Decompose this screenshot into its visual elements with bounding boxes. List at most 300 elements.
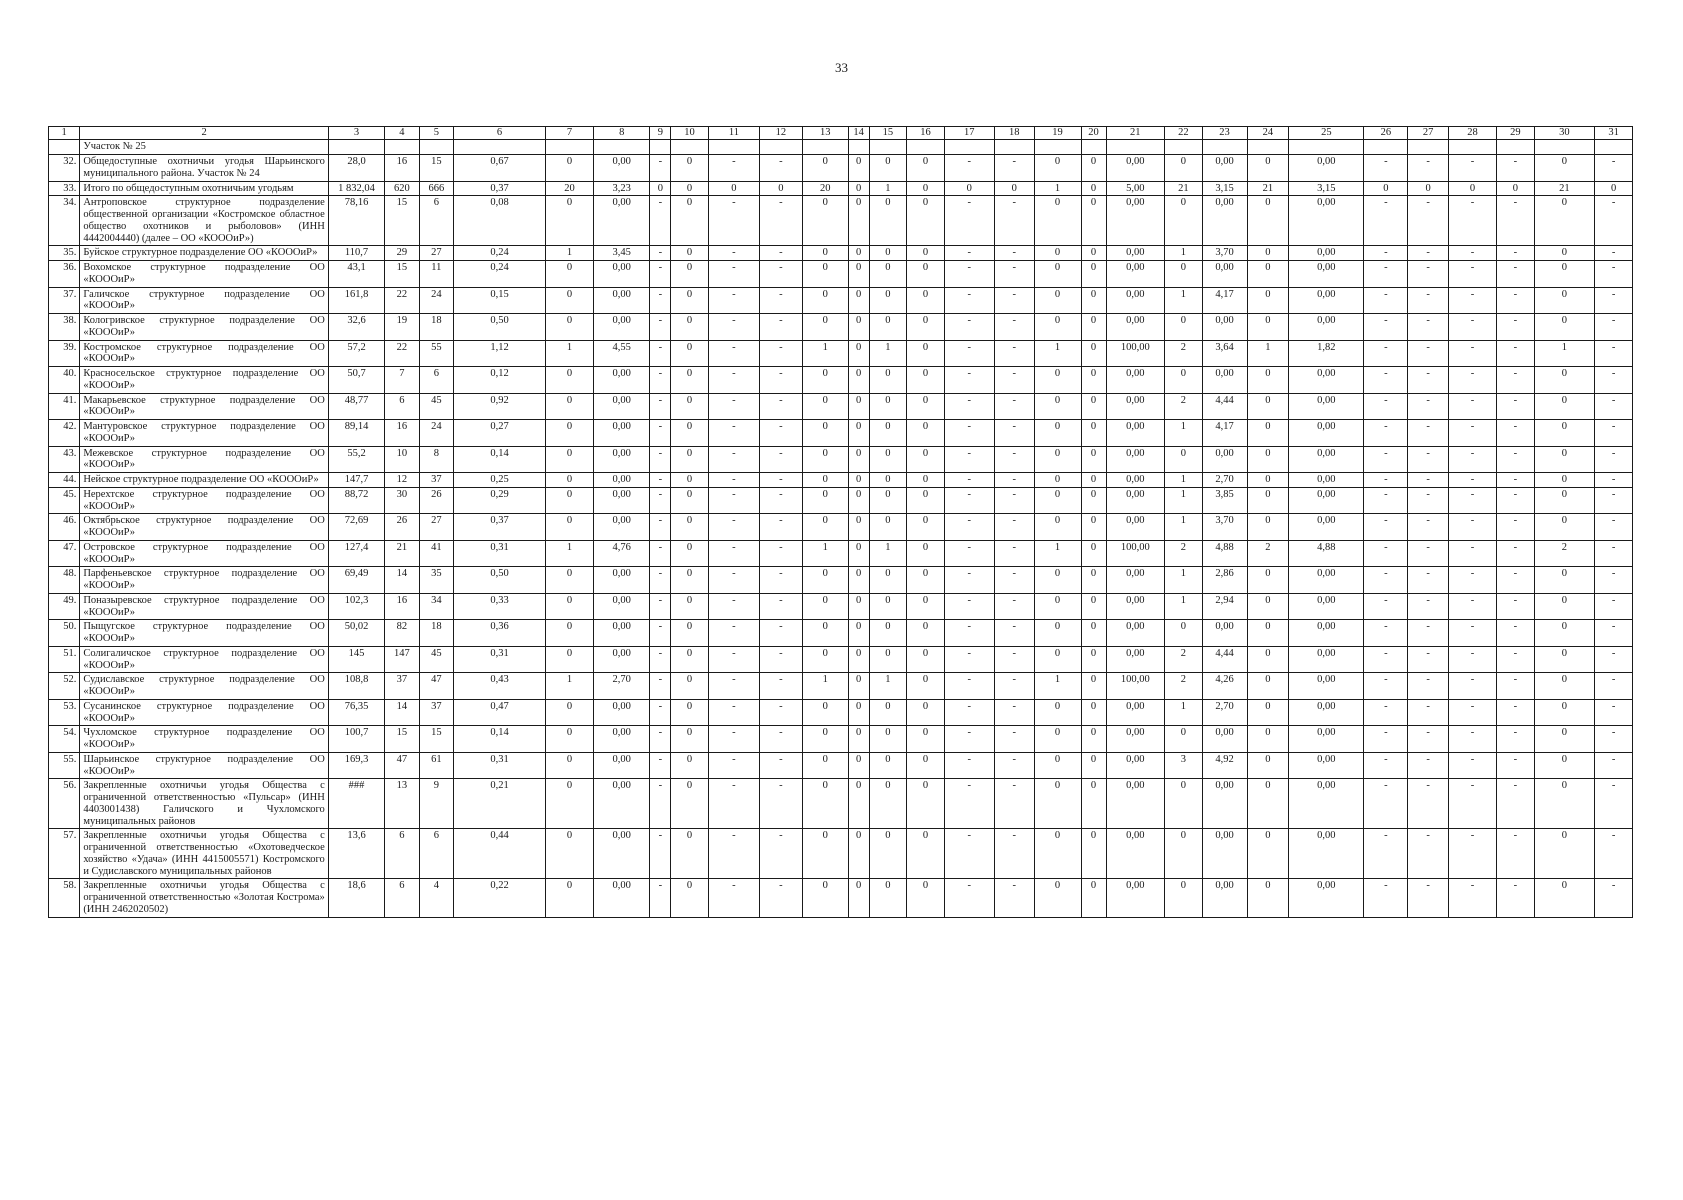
column-number: 31 (1595, 127, 1633, 140)
table-cell: 0,00 (594, 879, 650, 917)
table-cell: - (1449, 314, 1497, 341)
table-cell: 0 (848, 567, 869, 594)
table-cell: 0 (1081, 514, 1106, 541)
table-cell: 0 (869, 879, 907, 917)
empty-cell (1289, 140, 1364, 155)
table-cell: - (1595, 446, 1633, 473)
table-cell: 0,50 (454, 567, 546, 594)
table-cell: 100,7 (328, 726, 384, 753)
table-cell: - (944, 393, 994, 420)
table-cell: 0 (650, 181, 671, 196)
table-cell: - (1364, 393, 1408, 420)
table-cell: - (650, 473, 671, 488)
table-cell: 0 (848, 829, 869, 879)
table-cell: 0 (1247, 155, 1289, 182)
table-cell: 0 (869, 196, 907, 246)
table-cell: - (1364, 567, 1408, 594)
table-cell: 620 (385, 181, 419, 196)
table-cell: 0,00 (594, 779, 650, 829)
table-cell: 0 (1247, 287, 1289, 314)
table-cell: - (759, 155, 802, 182)
table-cell: 3,45 (594, 246, 650, 261)
table-cell: 0,00 (594, 261, 650, 288)
table-cell: 45 (419, 646, 453, 673)
table-cell: - (708, 673, 759, 700)
table-cell: 0 (1081, 699, 1106, 726)
row-name: Антроповское структурное подразделение общественной организации «Костромское областное общество охотников и рыболовов» (ИНН 4442004440) (далее – ОО «КОООиР») (80, 196, 329, 246)
table-cell: - (650, 726, 671, 753)
table-cell: 0 (869, 779, 907, 829)
table-cell: 0 (907, 340, 945, 367)
table-cell: 0 (1534, 593, 1595, 620)
table-cell: - (1449, 446, 1497, 473)
table-cell: 0 (1034, 487, 1081, 514)
table-cell: - (1595, 646, 1633, 673)
table-cell: 0 (848, 181, 869, 196)
table-cell: - (759, 446, 802, 473)
table-cell: - (650, 699, 671, 726)
table-cell: 2,70 (1202, 473, 1247, 488)
table-cell: - (650, 420, 671, 447)
column-number: 8 (594, 127, 650, 140)
row-name: Нерехтское структурное подразделение ОО «КОООиР» (80, 487, 329, 514)
table-cell: 0 (1534, 314, 1595, 341)
table-cell: 14 (385, 699, 419, 726)
empty-cell (708, 140, 759, 155)
table-cell: 0 (1247, 446, 1289, 473)
table-cell: - (994, 340, 1034, 367)
table-cell: 0 (848, 487, 869, 514)
table-cell: - (1595, 540, 1633, 567)
row-index: 41. (49, 393, 80, 420)
table-cell: 28,0 (328, 155, 384, 182)
table-cell: 0 (1534, 246, 1595, 261)
table-cell: 1 (802, 540, 848, 567)
table-cell: - (1449, 340, 1497, 367)
empty-cell (802, 140, 848, 155)
table-cell: 0,22 (454, 879, 546, 917)
table-row (49, 446, 1633, 473)
table-cell: 0,00 (1289, 261, 1364, 288)
table-cell: 0 (907, 829, 945, 879)
table-cell: 0 (1034, 567, 1081, 594)
table-cell: - (650, 540, 671, 567)
table-cell: - (1364, 673, 1408, 700)
table-cell: 0,00 (1202, 314, 1247, 341)
table-row (49, 726, 1633, 753)
table-cell: 0 (1247, 246, 1289, 261)
table-cell: - (708, 699, 759, 726)
table-cell: - (759, 726, 802, 753)
table-cell: - (1449, 646, 1497, 673)
table-cell: 0,08 (454, 196, 546, 246)
table-cell: 0 (1534, 829, 1595, 879)
row-name: Сусанинское структурное подразделение ОО «КОООиР» (80, 699, 329, 726)
table-cell: - (1595, 514, 1633, 541)
table-cell: 0 (708, 181, 759, 196)
table-cell: 4,17 (1202, 287, 1247, 314)
row-index: 44. (49, 473, 80, 488)
table-cell: - (1449, 699, 1497, 726)
column-number: 6 (454, 127, 546, 140)
table-cell: - (1364, 367, 1408, 394)
table-cell: 6 (385, 829, 419, 879)
table-cell: - (650, 752, 671, 779)
column-number-row (49, 127, 1633, 140)
table-cell: 0,00 (594, 196, 650, 246)
table-cell: 0 (545, 620, 593, 647)
table-cell: 0 (869, 593, 907, 620)
table-cell: - (1595, 393, 1633, 420)
table-cell: 0 (869, 699, 907, 726)
table-cell: - (1497, 829, 1535, 879)
table-cell: 0 (802, 699, 848, 726)
table-cell: 0 (1081, 620, 1106, 647)
table-cell: 4,44 (1202, 646, 1247, 673)
table-cell: 0,00 (1289, 699, 1364, 726)
table-row (49, 181, 1633, 196)
column-number: 29 (1497, 127, 1535, 140)
table-cell: - (1364, 879, 1408, 917)
table-cell: 0 (671, 567, 709, 594)
table-cell: - (650, 393, 671, 420)
table-cell: 0 (1247, 593, 1289, 620)
table-cell: - (759, 314, 802, 341)
table-cell: 3 (1165, 752, 1203, 779)
table-cell: 0 (907, 196, 945, 246)
table-cell: 0 (1247, 367, 1289, 394)
table-cell: 0,00 (1289, 393, 1364, 420)
table-cell: 4 (419, 879, 453, 917)
row-name: Солигаличское структурное подразделение ОО «КОООиР» (80, 646, 329, 673)
table-cell: 0 (671, 726, 709, 753)
table-cell: 0 (1034, 879, 1081, 917)
table-cell: 0 (1247, 514, 1289, 541)
table-row (49, 473, 1633, 488)
table-row (49, 567, 1633, 594)
table-cell: 0,00 (1106, 487, 1164, 514)
empty-cell (1106, 140, 1164, 155)
table-cell: 0,00 (1106, 287, 1164, 314)
column-number: 4 (385, 127, 419, 140)
table-cell: 0 (1534, 673, 1595, 700)
table-cell: - (1408, 261, 1449, 288)
table-cell: - (994, 287, 1034, 314)
table-cell: - (1497, 699, 1535, 726)
table-cell: - (1364, 287, 1408, 314)
table-cell: 0 (994, 181, 1034, 196)
table-cell: - (1364, 314, 1408, 341)
table-cell: 22 (385, 340, 419, 367)
column-number: 24 (1247, 127, 1289, 140)
table-cell: - (944, 879, 994, 917)
table-cell: 13,6 (328, 829, 384, 879)
column-number: 3 (328, 127, 384, 140)
table-cell: - (759, 879, 802, 917)
table-cell: 0 (848, 593, 869, 620)
table-cell: 0 (545, 314, 593, 341)
empty-cell (759, 140, 802, 155)
table-cell: 0,00 (1202, 367, 1247, 394)
table-cell: 0 (1081, 487, 1106, 514)
table-cell: 21 (1165, 181, 1203, 196)
table-cell: 0,00 (594, 446, 650, 473)
table-cell: 0 (1034, 420, 1081, 447)
table-cell: 0 (671, 829, 709, 879)
table-cell: - (708, 514, 759, 541)
empty-cell (1165, 140, 1203, 155)
table-cell: 0 (848, 473, 869, 488)
table-cell: 0 (848, 261, 869, 288)
table-cell: 0,00 (1289, 287, 1364, 314)
row-index: 52. (49, 673, 80, 700)
table-cell: - (1364, 446, 1408, 473)
table-cell: - (1497, 287, 1535, 314)
table-cell: 0,15 (454, 287, 546, 314)
table-cell: - (1364, 752, 1408, 779)
table-cell: 0 (1081, 646, 1106, 673)
table-cell: 0 (671, 340, 709, 367)
table-cell: 0,00 (1106, 779, 1164, 829)
table-cell: 0 (802, 779, 848, 829)
row-index: 50. (49, 620, 80, 647)
table-cell: 76,35 (328, 699, 384, 726)
table-cell: 0,29 (454, 487, 546, 514)
table-cell: 0 (802, 487, 848, 514)
table-cell: 41 (419, 540, 453, 567)
table-cell: 4,55 (594, 340, 650, 367)
table-cell: 3,15 (1289, 181, 1364, 196)
table-cell: 0 (1165, 155, 1203, 182)
table-cell: 0 (869, 752, 907, 779)
table-cell: 0 (1165, 367, 1203, 394)
table-cell: 0,00 (1202, 726, 1247, 753)
column-number: 19 (1034, 127, 1081, 140)
empty-cell (944, 140, 994, 155)
table-cell: - (1364, 246, 1408, 261)
table-cell: 0 (848, 752, 869, 779)
table-cell: 4,76 (594, 540, 650, 567)
row-name: Нейское структурное подразделение ОО «КОООиР» (80, 473, 329, 488)
table-cell: 0,00 (1106, 567, 1164, 594)
table-cell: 0,31 (454, 752, 546, 779)
table-cell: 108,8 (328, 673, 384, 700)
table-cell: - (994, 473, 1034, 488)
table-cell: 0 (671, 261, 709, 288)
table-cell: 0 (1081, 196, 1106, 246)
empty-cell (385, 140, 419, 155)
table-cell: 0 (671, 196, 709, 246)
table-cell: 0 (802, 393, 848, 420)
table-cell: 0 (1081, 340, 1106, 367)
table-cell: 2 (1165, 673, 1203, 700)
table-cell: - (994, 567, 1034, 594)
table-cell: - (759, 752, 802, 779)
column-number: 12 (759, 127, 802, 140)
table-cell: - (944, 446, 994, 473)
table-cell: 0 (1081, 314, 1106, 341)
row-name: Костромское структурное подразделение ОО «КОООиР» (80, 340, 329, 367)
table-cell: 0 (1165, 829, 1203, 879)
table-cell: 0 (1534, 567, 1595, 594)
table-cell: - (759, 196, 802, 246)
table-cell: 3,15 (1202, 181, 1247, 196)
table-cell: - (994, 620, 1034, 647)
table-cell: - (1364, 593, 1408, 620)
table-cell: - (708, 314, 759, 341)
table-cell: - (1595, 752, 1633, 779)
table-cell: - (759, 514, 802, 541)
table-cell: 100,00 (1106, 673, 1164, 700)
empty-cell (869, 140, 907, 155)
table-cell: 4,88 (1289, 540, 1364, 567)
table-cell: - (1595, 829, 1633, 879)
table-cell: - (1408, 473, 1449, 488)
table-cell: 0 (848, 196, 869, 246)
table-cell: - (994, 367, 1034, 394)
table-cell: 0 (802, 367, 848, 394)
table-cell: 16 (385, 420, 419, 447)
table-cell: - (944, 340, 994, 367)
table-cell: - (1595, 246, 1633, 261)
table-cell: - (1364, 487, 1408, 514)
table-cell: 0 (545, 487, 593, 514)
table-cell: 0 (869, 367, 907, 394)
table-cell: 4,92 (1202, 752, 1247, 779)
table-cell: 0,31 (454, 646, 546, 673)
table-cell: 0 (802, 646, 848, 673)
table-cell: 0,00 (1289, 514, 1364, 541)
empty-cell (545, 140, 593, 155)
table-cell: 0,00 (594, 514, 650, 541)
table-cell: 0 (1534, 196, 1595, 246)
table-cell: - (1364, 779, 1408, 829)
table-cell: 0 (1081, 446, 1106, 473)
table-cell: - (759, 540, 802, 567)
table-cell: 1 (1165, 473, 1203, 488)
table-cell: 4,26 (1202, 673, 1247, 700)
row-name: Галичское структурное подразделение ОО «КОООиР» (80, 287, 329, 314)
table-cell: - (1364, 420, 1408, 447)
table-cell: 0 (1247, 752, 1289, 779)
table-cell: 0 (671, 393, 709, 420)
table-cell: - (1595, 487, 1633, 514)
table-cell: 0,00 (1202, 446, 1247, 473)
table-cell: 0 (1534, 155, 1595, 182)
table-cell: 1 (545, 246, 593, 261)
table-cell: - (944, 196, 994, 246)
table-cell: 18 (419, 620, 453, 647)
table-cell: 0 (848, 514, 869, 541)
table-cell: 24 (419, 287, 453, 314)
table-cell: 0 (545, 699, 593, 726)
row-name: Пыщугское структурное подразделение ОО «КОООиР» (80, 620, 329, 647)
table-cell: - (1364, 726, 1408, 753)
table-row (49, 487, 1633, 514)
table-row (49, 593, 1633, 620)
table-cell: 0,00 (1289, 487, 1364, 514)
table-cell: - (1408, 726, 1449, 753)
table-cell: 0 (907, 879, 945, 917)
table-cell: 0 (1034, 779, 1081, 829)
table-cell: - (1497, 540, 1535, 567)
table-cell: 0,00 (1106, 261, 1164, 288)
table-cell: 2 (1165, 646, 1203, 673)
table-cell: - (1408, 673, 1449, 700)
table-cell: - (994, 514, 1034, 541)
table-cell: 0 (869, 261, 907, 288)
table-row (49, 540, 1633, 567)
table-cell: 32,6 (328, 314, 384, 341)
table-cell: 21 (385, 540, 419, 567)
column-number: 7 (545, 127, 593, 140)
row-name: Мантуровское структурное подразделение ОО «КОООиР» (80, 420, 329, 447)
table-cell: 0,00 (1289, 155, 1364, 182)
table-cell: 0 (1534, 420, 1595, 447)
table-cell: - (650, 620, 671, 647)
table-cell: 1 (1165, 699, 1203, 726)
table-cell: 29 (385, 246, 419, 261)
table-cell: 0 (1247, 879, 1289, 917)
table-cell: 0 (1034, 287, 1081, 314)
table-cell: 0 (1165, 879, 1203, 917)
row-index: 35. (49, 246, 80, 261)
table-cell: 6 (385, 393, 419, 420)
table-cell: - (650, 446, 671, 473)
table-cell: 8 (419, 446, 453, 473)
table-cell: 0 (1247, 487, 1289, 514)
table-cell: 0 (848, 155, 869, 182)
column-number: 22 (1165, 127, 1203, 140)
table-cell: 0,00 (1289, 567, 1364, 594)
table-cell: 0 (869, 646, 907, 673)
table-cell: 0,37 (454, 181, 546, 196)
table-cell: - (650, 646, 671, 673)
table-cell: 0 (545, 393, 593, 420)
table-cell: 0 (869, 446, 907, 473)
table-cell: - (1449, 420, 1497, 447)
table-cell: 0 (545, 367, 593, 394)
column-number: 28 (1449, 127, 1497, 140)
section-row (49, 140, 1633, 155)
table-cell: 0 (869, 246, 907, 261)
table-cell: - (1497, 314, 1535, 341)
table-cell: - (1497, 620, 1535, 647)
table-cell: 0 (869, 420, 907, 447)
table-cell: 0 (1081, 420, 1106, 447)
table-cell: 1 (545, 340, 593, 367)
row-index: 53. (49, 699, 80, 726)
table-cell: - (994, 393, 1034, 420)
table-cell: - (1364, 699, 1408, 726)
table-cell: - (994, 196, 1034, 246)
table-cell: - (708, 779, 759, 829)
table-cell: - (994, 593, 1034, 620)
table-cell: 3,64 (1202, 340, 1247, 367)
table-cell: 0 (1034, 314, 1081, 341)
table-cell: 0 (869, 287, 907, 314)
row-name: Парфеньевское структурное подразделение ОО «КОООиР» (80, 567, 329, 594)
table-cell: - (1449, 487, 1497, 514)
row-name: Участок № 25 (80, 140, 329, 155)
table-cell: 0 (907, 699, 945, 726)
table-cell: - (1449, 514, 1497, 541)
table-cell: 0,50 (454, 314, 546, 341)
table-cell: 7 (385, 367, 419, 394)
table-cell: 13 (385, 779, 419, 829)
table-cell: 0 (1034, 829, 1081, 879)
table-cell: 0 (802, 261, 848, 288)
